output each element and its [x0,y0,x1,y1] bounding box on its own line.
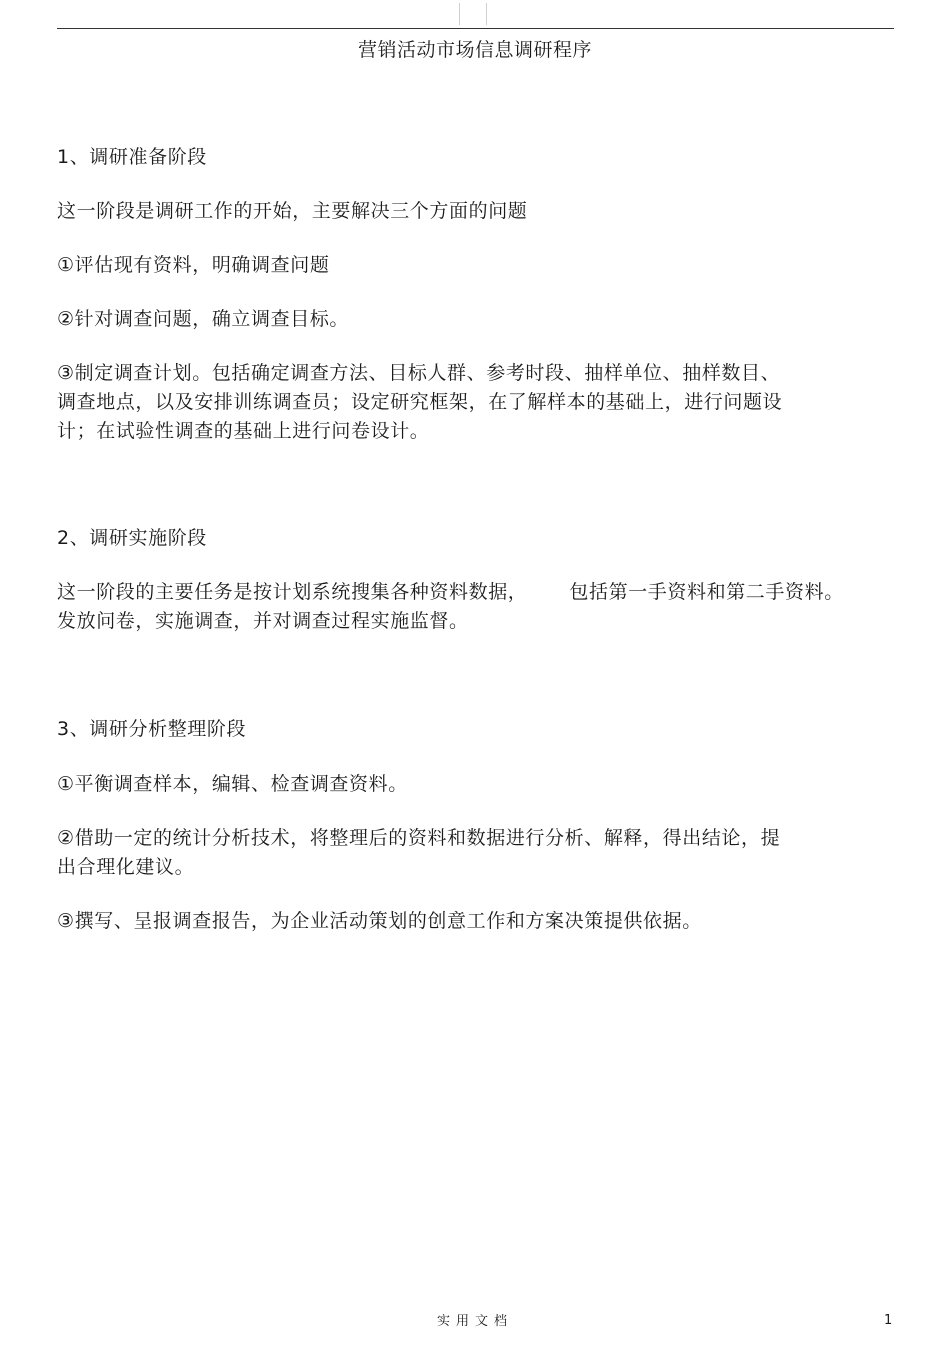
section-3-heading: 3、调研分析整理阶段 [57,718,247,740]
section-3-item-2-line-2: 出合理化建议。 [57,856,195,878]
header-rule [57,28,894,29]
section-1-item-2: ②针对调查问题，确立调查目标。 [57,308,350,330]
page-top-marks [459,3,487,25]
section-2-body-line-1b: 包括第一手资料和第二手资料。 [569,581,844,603]
section-2-heading: 2、调研实施阶段 [57,527,207,549]
section-2-body-line-2: 发放问卷，实施调查，并对调查过程实施监督。 [57,610,469,632]
footer-label: 实用文档 [436,1314,513,1329]
section-3-item-1: ①平衡调查样本，编辑、检查调查资料。 [57,773,408,795]
section-1-intro: 这一阶段是调研工作的开始，主要解决三个方面的问题 [57,200,528,222]
page-number: 1 [884,1313,893,1328]
section-1-item-3-line-1: ③制定调查计划。包括确定调查方法、目标人群、参考时段、抽样单位、抽样数目、 [57,362,781,384]
section-2-body-line-1a: 这一阶段的主要任务是按计划系统搜集各种资料数据， [57,581,528,603]
section-1-heading: 1、调研准备阶段 [57,146,207,168]
section-1-item-1: ①评估现有资料，明确调查问题 [57,254,330,276]
section-3-item-2-line-1: ②借助一定的统计分析技术，将整理后的资料和数据进行分析、解释，得出结论，提 [57,827,781,849]
document-title: 营销活动市场信息调研程序 [357,39,592,61]
section-1-item-3-line-3: 计；在试验性调查的基础上进行问卷设计。 [57,420,430,442]
section-2-body-line-1 [57,578,897,607]
section-3-item-3: ③撰写、呈报调查报告，为企业活动策划的创意工作和方案决策提供依据。 [57,910,702,932]
section-1-item-3-line-2: 调查地点，以及安排训练调查员；设定研究框架，在了解样本的基础上，进行问题设 [57,391,783,413]
